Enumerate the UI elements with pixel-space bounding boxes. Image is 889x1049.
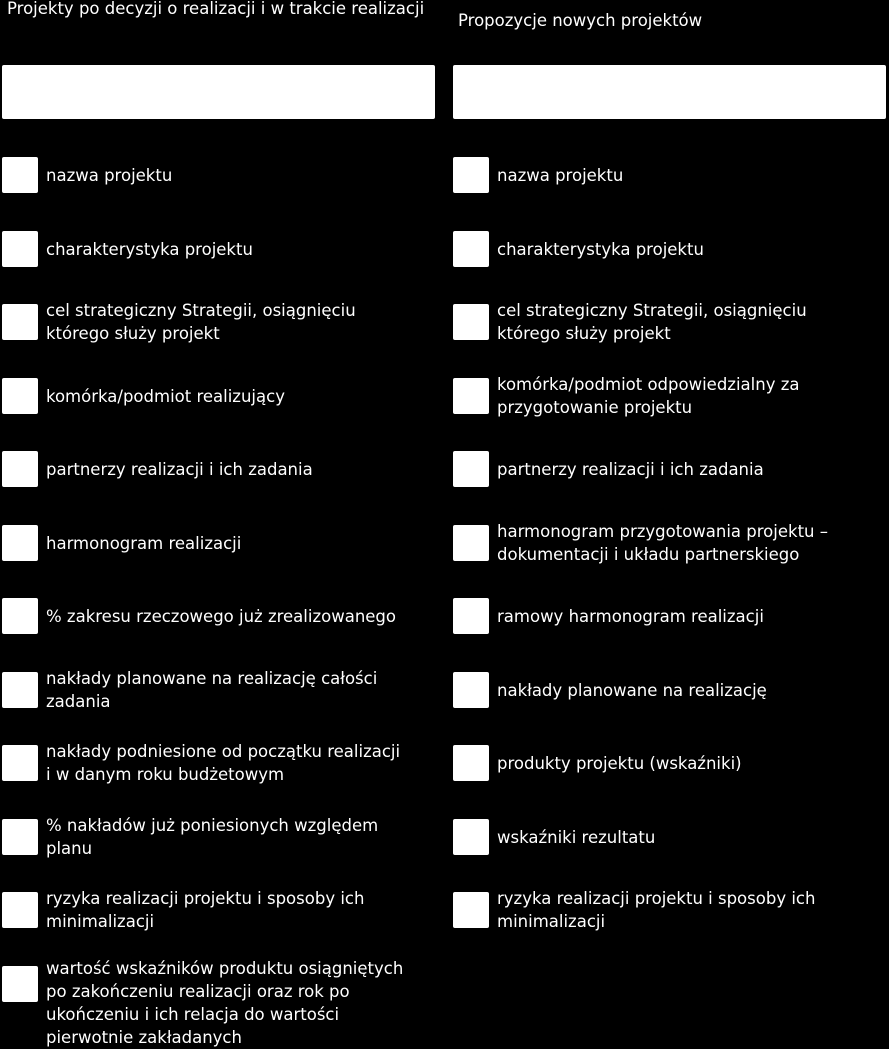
checklist-item-label: charakterystyka projektu [497,239,704,259]
checkbox-square [2,745,38,781]
checkbox-square [2,525,38,561]
checklist-item [2,959,436,1047]
checklist-item-label: wskaźniki rezultatu [497,827,656,847]
checklist-item-label: ryzyka realizacji projektu i sposoby ich minimalizacji [46,889,365,931]
checklist-item-label: nakłady podniesione od początku realizacji i w danym roku budżetowym [46,742,401,784]
checklist-item [2,301,436,356]
column-title: Propozycje nowych projektów [458,11,703,30]
checklist-item-label: nakłady planowane na realizację [497,680,767,700]
checklist-item-label: ryzyka realizacji projektu i sposoby ich minimalizacji [497,889,816,931]
checklist-item [2,451,436,503]
checklist-item-label: nakłady planowane na realizację całości zadania [46,669,378,711]
checklist-item [453,451,887,503]
checklist-item-label: komórka/podmiot realizujący [46,386,285,406]
checklist-item [2,669,436,724]
checklist-item-label: produkty projektu (wskaźniki) [497,753,742,773]
checklist-item-label: nazwa projektu [497,165,624,185]
checkbox-square [453,304,489,340]
checkbox-square [2,598,38,634]
checklist-item-label: partnerzy realizacji i ich zadania [46,459,313,479]
checkbox-square [2,304,38,340]
header-box [2,65,435,119]
checkbox-square [453,745,489,781]
checklist-item [2,157,436,209]
checklist-item [2,378,436,430]
checklist-item [453,375,887,430]
checkbox-square [453,378,489,414]
checkbox-square [453,892,489,928]
checklist-item [2,598,436,650]
checkbox-square [2,892,38,928]
checklist-item [453,672,887,724]
column-new-projects [453,0,887,1045]
checklist-item [453,522,887,577]
checkbox-square [453,819,489,855]
checklist-item-label: cel strategiczny Strategii, osiągnięciu którego służy projekt [46,301,356,343]
checklist-item [453,598,887,650]
column-title: Projekty po decyzji o realizacji i w trakcie realizacji [7,0,425,18]
checklist-item-label: ramowy harmonogram realizacji [497,606,764,626]
checkbox-square [453,451,489,487]
checklist-item [2,889,436,944]
checkbox-square [453,598,489,634]
checklist-item-label: komórka/podmiot odpowiedzialny za przygotowanie projektu [497,375,800,417]
checklist-item [2,231,436,283]
checkbox-square [2,231,38,267]
checklist-item-label: % nakładów już poniesionych względem planu [46,816,379,858]
checkbox-square [2,378,38,414]
checklist-item [2,816,436,871]
checklist-item-label: % zakresu rzeczowego już zrealizowanego [46,606,397,626]
header-box [453,65,886,119]
checkbox-square [2,966,38,1002]
checklist-item [2,742,436,797]
checkbox-square [2,157,38,193]
checkbox-square [453,525,489,561]
checklist-item [453,819,887,871]
checklist-item-label: charakterystyka projektu [46,239,253,259]
checklist-item [453,889,887,944]
checklist-item-label: harmonogram przygotowania projektu – dokumentacji i układu partnerskiego [497,522,828,564]
checkbox-square [453,231,489,267]
checklist-item [453,745,887,797]
checklist-item-label: cel strategiczny Strategii, osiągnięciu którego służy projekt [497,301,807,343]
column-implemented-projects [2,0,436,1045]
checkbox-square [2,819,38,855]
checklist-item-label: harmonogram realizacji [46,533,242,553]
checklist-item-label: nazwa projektu [46,165,173,185]
checkbox-square [2,672,38,708]
checklist-item-label: partnerzy realizacji i ich zadania [497,459,764,479]
checklist-item [2,525,436,577]
checkbox-square [2,451,38,487]
checkbox-square [453,157,489,193]
checklist-item [453,157,887,209]
checkbox-square [453,672,489,708]
checklist-item [453,301,887,356]
checklist-item-label: wartość wskaźników produktu osiągniętych po zakończeniu realizacji oraz rok po ukończeniu i ich relacja do wartości pierwotnie zakładanych [46,959,404,1047]
checklist-item [453,231,887,283]
